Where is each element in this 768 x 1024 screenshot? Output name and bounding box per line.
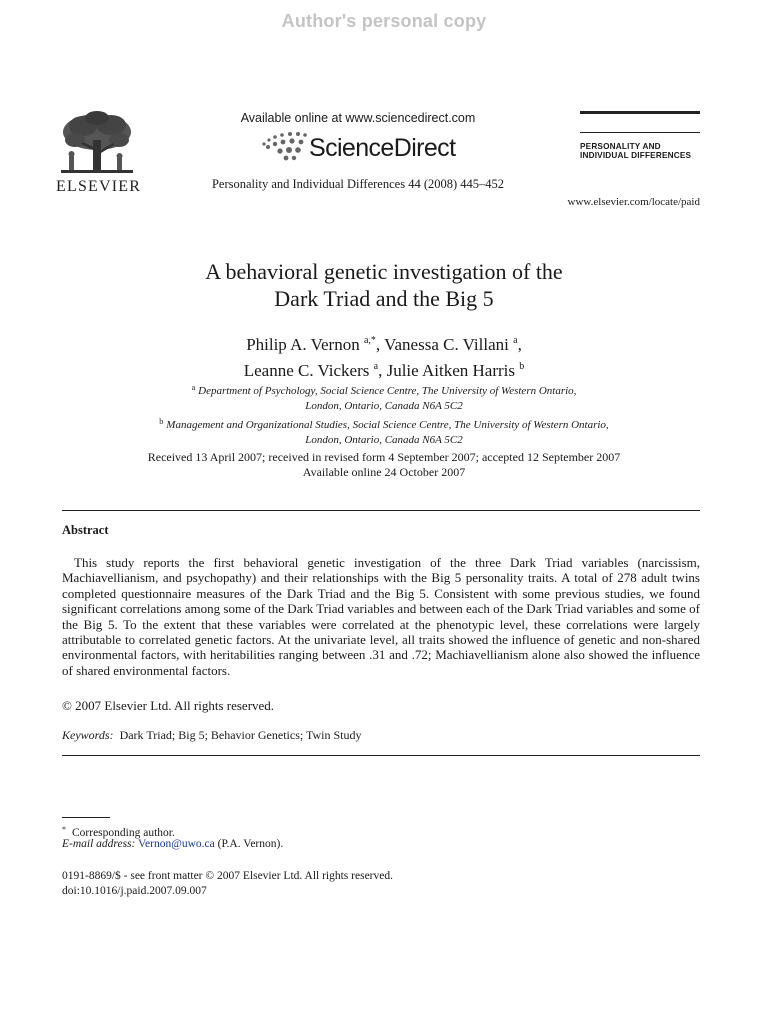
article-dates bbox=[0, 450, 768, 480]
abstract-text: This study reports the first behavioral genetic investigation of the three Dark Triad variables (narcissism, Machiavellianism, and psychopathy) and their relationships with the Big 5 personality traits. A total of 278 adult twins completed questionnaire measures of the Dark Triad and the Big 5. Consistent with some previous studies, we found significant correlations among some of the Dark Triad variables and between each of the Dark Triad variables and some of the Big 5. To the extent that these variables were correlated at the phenotypic level, these correlations were largely attributable to correlated genetic factors. At the univariate level, all traits showed the influence of genetic and non-shared environmental factors, with heritabilities ranging between .31 and .72; Machiavellianism alone also showed the influence of shared environmental factors. bbox=[62, 555, 700, 678]
journal-title-rule-thick bbox=[580, 111, 700, 114]
journal-title-line2: INDIVIDUAL DIFFERENCES bbox=[580, 151, 692, 160]
abstract-copyright: © 2007 Elsevier Ltd. All rights reserved. bbox=[62, 698, 275, 713]
journal-url[interactable]: www.elsevier.com/locate/paid bbox=[567, 196, 700, 208]
author-name: Julie Aitken Harris bbox=[386, 361, 516, 380]
affiliation-a-line1 bbox=[0, 380, 768, 399]
available-date: Available online 24 October 2007 bbox=[302, 465, 466, 479]
issn-line: 0191-8869/$ - see front matter © 2007 Elsevier Ltd. All rights reserved. bbox=[62, 870, 393, 882]
author-name: Vanessa C. Villani bbox=[384, 335, 509, 354]
author-list bbox=[0, 330, 768, 382]
watermark: Author's personal copy bbox=[281, 11, 487, 31]
article-title-line2: Dark Triad and the Big 5 bbox=[274, 286, 494, 311]
sciencedirect-wordmark: ScienceDirect bbox=[309, 134, 456, 162]
footnote-rule bbox=[62, 817, 110, 818]
author-affiliation-mark: b bbox=[519, 361, 525, 372]
author-separator: , bbox=[378, 361, 387, 380]
elsevier-wordmark: ELSEVIER bbox=[56, 178, 142, 195]
author-affiliation-mark: a bbox=[513, 335, 518, 346]
footnote-mark: * bbox=[62, 825, 66, 834]
affiliation-text: Department of Psychology, Social Science Centre, The University of Western Ontario, bbox=[198, 385, 577, 397]
affiliation-text: Management and Organizational Studies, Social Science Centre, The University of Western Ontario, bbox=[166, 419, 609, 431]
journal-title-rule-thin bbox=[580, 132, 700, 133]
author-line-2 bbox=[0, 356, 768, 382]
author-affiliation-mark: a bbox=[373, 361, 379, 372]
doi-line[interactable]: doi:10.1016/j.paid.2007.09.007 bbox=[62, 885, 207, 897]
abstract-top-rule bbox=[62, 510, 700, 511]
email-suffix: (P.A. Vernon). bbox=[217, 838, 284, 850]
affiliation-a-line2: London, Ontario, Canada N6A 5C2 bbox=[305, 400, 463, 412]
journal-title-line1: PERSONALITY AND bbox=[580, 142, 661, 151]
author-name: Leanne C. Vickers bbox=[243, 361, 370, 380]
affiliation-b-line1 bbox=[0, 414, 768, 433]
abstract-heading: Abstract bbox=[62, 523, 109, 537]
author-separator: , bbox=[517, 335, 522, 354]
keywords-line bbox=[62, 728, 362, 743]
article-title bbox=[0, 258, 768, 312]
affiliations bbox=[0, 380, 768, 448]
abstract-bottom-rule bbox=[62, 755, 700, 756]
journal-title bbox=[580, 142, 691, 160]
footnote-corresponding-text: Corresponding author. bbox=[72, 827, 175, 839]
keywords-label: Keywords: bbox=[62, 728, 114, 742]
affiliation-mark: b bbox=[159, 417, 164, 426]
email-link[interactable]: Vernon@uwo.ca bbox=[138, 838, 215, 850]
author-separator: , bbox=[375, 335, 385, 354]
journal-citation: Personality and Individual Differences 44 (2008) 445–452 bbox=[211, 177, 505, 191]
email-label: E-mail address: bbox=[62, 838, 136, 850]
article-title-line1: A behavioral genetic investigation of the bbox=[205, 259, 563, 284]
available-online-line: Available online at www.sciencedirect.com bbox=[240, 111, 476, 125]
keywords-list: Dark Triad; Big 5; Behavior Genetics; Twin Study bbox=[119, 728, 362, 742]
received-dates: Received 13 April 2007; received in revised form 4 September 2007; accepted 12 September 2007 bbox=[147, 450, 621, 464]
affiliation-mark: a bbox=[191, 383, 196, 392]
author-line-1 bbox=[0, 330, 768, 356]
footnote-email bbox=[62, 837, 283, 852]
affiliation-b-line2: London, Ontario, Canada N6A 5C2 bbox=[305, 434, 463, 446]
author-affiliation-mark: a,* bbox=[363, 335, 376, 346]
sciencedirect-dots-icon bbox=[260, 132, 308, 162]
author-name: Philip A. Vernon bbox=[246, 335, 360, 354]
